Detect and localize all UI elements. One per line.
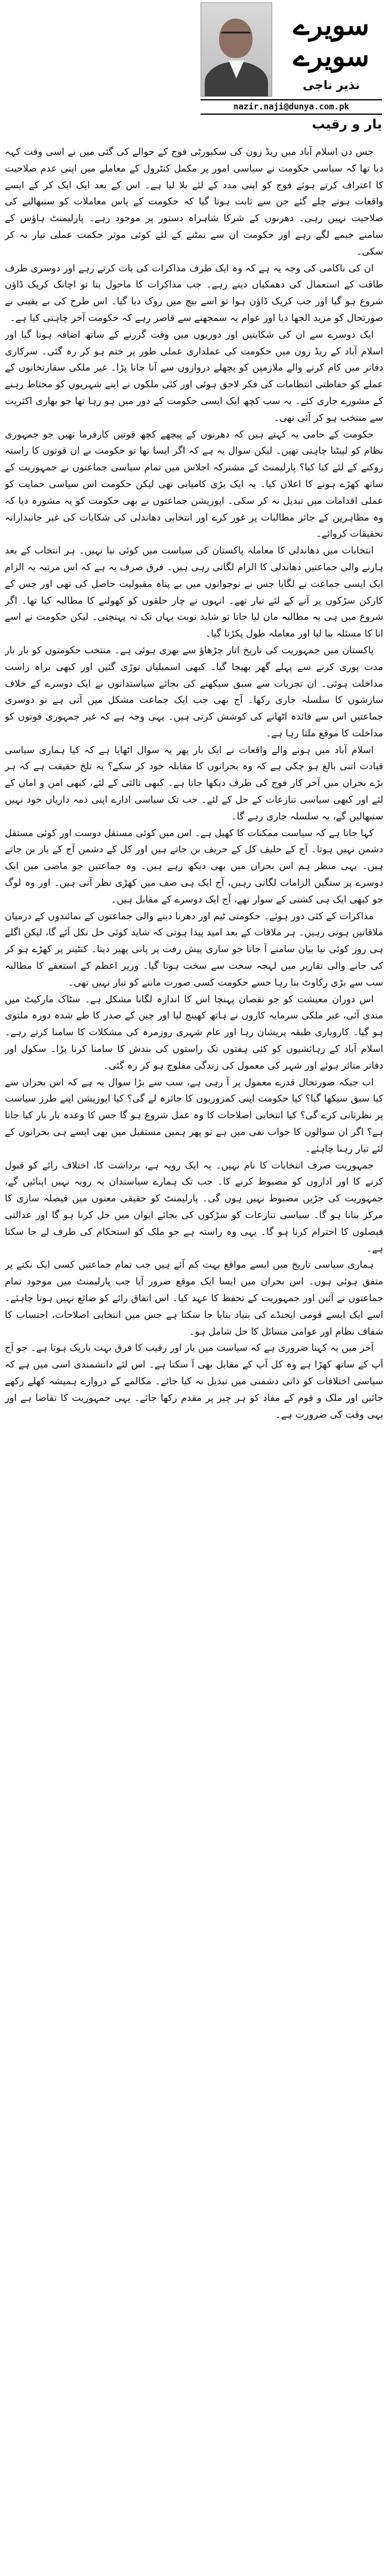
article-paragraph: ایک دوسرے سے ان کی شکایتیں اور دوریوں میں وقت گزرنے کے ساتھ اضافہ ہوتا گیا اور اسلام آباد کے ریڈ زون میں حکومت کی عملداری عملی طور پر ختم ہو کر رہ گئی۔ سرکاری دفاتر میں کام کرنے والے ملازمین کو پچھلے دروازوں سے آنا جانا پڑا۔ غیر ملکی سفارتخانوں کے عملے کو حفاظتی انتظامات کی فکر لاحق ہوئی اور کئی ملکوں نے اپنے شہریوں کو محتاط رہنے کے مشورے جاری کئے۔ یہ سب کچھ ایک ایسی حکومت کے دور میں ہو رہا تھا جو بھاری اکثریت سے منتخب ہو کر آئی تھی۔ [5, 328, 383, 423]
column-header [0, 0, 388, 132]
article-paragraph: مذاکرات کے کئی دور ہوئے۔ حکومتی ٹیم اور دھرنا دینے والی جماعتوں کے نمائندوں کے درمیان ملاقاتیں ہوتی رہیں۔ ہر ملاقات کے بعد امید پیدا ہوتی کہ شاید کوئی حل نکل آئے گا، لیکن اگلے ہی روز کوئی نیا بیان سامنے آ جاتا جو ساری پیش رفت پر پانی پھیر دیتا۔ کنٹینر پر کھڑے ہو کر کی جانے والی تقاریر میں لہجہ سخت سے سخت ہوتا گیا۔ وزیر اعظم کے استعفے کا مطالبہ سب سے بڑی رکاوٹ بنا رہا جسے حکومت کسی صورت ماننے کو تیار نہیں تھی۔ [5, 910, 383, 988]
article-paragraph: اسلام آباد میں ہونے والے واقعات نے ایک بار پھر یہ سوال اٹھایا ہے کہ کیا ہماری سیاسی قیادت اتنی بالغ ہو چکی ہے کہ وہ بحرانوں کا مقابلہ خود کر سکے؟ یہ تلخ حقیقت ہے کہ ہر بڑے بحران میں آخر کار فوج کی طرف دیکھا جاتا ہے۔ کبھی ثالثی کے لئے، کبھی امن و امان کے لئے اور کبھی سیاسی تنازعات کے حل کے لئے۔ جب تک سیاسی ادارے اپنی ذمہ داریاں خود نہیں سنبھالیں گے، یہ سلسلہ جاری رہے گا۔ [5, 744, 383, 822]
article-paragraph: کہا جاتا ہے کہ سیاست ممکنات کا کھیل ہے۔ اس میں کوئی مستقل دوست اور کوئی مستقل دشمن نہیں ہوتا۔ آج کے حلیف کل کے حریف بن جاتے ہیں اور کل کے دشمن آج کے یار بن جاتے ہیں۔ یہی منظر ہم اس بحران میں بھی دیکھ رہے ہیں۔ وہ جماعتیں جو ماضی میں ایک دوسرے پر سنگین الزامات لگاتی رہیں، آج ایک ہی صف میں کھڑی نظر آتی ہیں۔ اور وہ لوگ جو کبھی ایک ہی کشتی کے سوار تھے، آج ایک دوسرے کے مقابل ہیں۔ [5, 827, 383, 905]
article-paragraph: حکومت کے حامی یہ کہتے ہیں کہ دھرنوں کے پیچھے کچھ قوتیں کارفرما تھیں جو جمہوری نظام کو لپیٹنا چاہتی تھیں۔ لیکن سوال یہ ہے کہ اگر ایسا تھا تو حکومت نے ان قوتوں کا راستہ روکنے کے لئے کیا کیا؟ پارلیمنٹ کے مشترکہ اجلاس میں تمام سیاسی جماعتوں نے جمہوریت کے ساتھ کھڑے ہونے کا اعلان کیا۔ یہ ایک بڑی کامیابی تھی لیکن حکومت اس سیاسی حمایت کو عملی اقدامات میں تبدیل نہ کر سکی۔ اپوزیشن جماعتوں نے بھی حکومت کو یہ مشورہ دیا کہ وہ مظاہرین کے جائز مطالبات پر غور کرے اور انتخابی دھاندلی کی شکایات کی غیر جانبدارانہ تحقیقات کروائے۔ [5, 428, 383, 540]
column-title: یار و رقیب [312, 117, 382, 132]
article-paragraph: ان کی ناکامی کی وجہ یہ ہے کہ وہ ایک طرف مذاکرات کی بات کرتے رہے اور دوسری طرف طاقت کے استعمال کی دھمکیاں دیتے رہے۔ جب مذاکرات کا ماحول بنا تو اچانک کریک ڈاؤن شروع ہو گیا اور جب کریک ڈاؤن ہوا تو اسے بیچ میں روک دیا گیا۔ اس طرح کی بے یقینی نے صورتحال کو مزید الجھا دیا اور عوام یہ سمجھنے سے قاصر رہے کہ حکومت آخر چاہتی کیا ہے۔ [5, 262, 383, 323]
article-paragraph: انتخابات میں دھاندلی کا معاملہ پاکستان کی سیاست میں کوئی نیا نہیں۔ ہر انتخاب کے بعد ہارنے والی جماعتیں دھاندلی کا الزام لگاتی رہی ہیں۔ فرق صرف یہ ہے کہ اس مرتبہ یہ الزام ایک ایسی جماعت نے لگایا جس نے نوجوانوں میں بے پناہ مقبولیت حاصل کی تھی اور جس کے کارکن سڑکوں پر آنے کے لئے تیار تھے۔ انہوں نے چار حلقوں کو کھولنے کا مطالبہ کیا تھا۔ اگر شروع میں ہی یہ مطالبہ مان لیا جاتا تو شاید نوبت یہاں تک نہ پہنچتی۔ لیکن حکومت نے اسے انا کا مسئلہ بنا لیا اور معاملہ طول پکڑتا گیا۔ [5, 544, 383, 640]
author-photo [201, 2, 272, 97]
article-paragraph: جمہوریت صرف انتخابات کا نام نہیں۔ یہ ایک رویہ ہے، برداشت کا، اختلاف رائے کو قبول کرنے کا اور اداروں کو مضبوط کرنے کا۔ جب تک ہمارے سیاستدان یہ رویہ نہیں اپنائیں گے، جمہوریت کی جڑیں مضبوط نہیں ہوں گی۔ پارلیمنٹ کو حقیقی معنوں میں فیصلہ سازی کا مرکز بنانا ہو گا۔ سیاسی تنازعات کو سڑکوں کی بجائے ایوان میں حل کرنا ہو گا اور عدالتی فیصلوں کا احترام کرنا ہو گا۔ یہی وہ راستہ ہے جو ملک کو استحکام کی طرف لے جا سکتا ہے۔ [5, 1159, 383, 1254]
author-email[interactable]: nazir.naji@dunya.com.pk [201, 99, 382, 115]
article-body [5, 143, 383, 2570]
author-name: نذیر ناجی [303, 78, 360, 92]
article-paragraph: پاکستان میں جمہوریت کی تاریخ اتار چڑھاؤ سے بھری ہوئی ہے۔ منتخب حکومتوں کو بار بار مدت پوری کرنے سے پہلے گھر بھیجا گیا۔ کبھی اسمبلیاں توڑی گئیں اور کبھی براہ راست مداخلت ہوئی۔ ان تجربات سے سبق سیکھنے کی بجائے سیاستدانوں نے ایک دوسرے کے خلاف سازشوں کا سلسلہ جاری رکھا۔ آج بھی جب ایک جماعت مشکل میں آتی ہے تو دوسری جماعتیں اس سے فائدہ اٹھانے کی کوشش کرتی ہیں۔ یہی وجہ ہے کہ غیر جمہوری قوتوں کو مداخلت کا موقع ملتا رہا ہے۔ [5, 644, 383, 739]
article-paragraph: ہماری سیاسی تاریخ میں ایسے مواقع بہت کم آئے ہیں جب تمام جماعتیں کسی ایک نکتے پر متفق ہوئی ہوں۔ اس بحران میں ایسا ایک موقع ضرور آیا جب پارلیمنٹ میں موجود تمام جماعتوں نے آئین اور جمہوریت کے تحفظ کا عہد کیا۔ اس اتفاق رائے کو ضائع نہیں ہونا چاہئے۔ اسے ایک ایسے قومی ایجنڈے کی بنیاد بنایا جا سکتا ہے جس میں انتخابی اصلاحات، احتساب کا شفاف نظام اور عوامی مسائل کا حل شامل ہو۔ [5, 1259, 383, 1337]
article-paragraph: اس دوران معیشت کو جو نقصان پہنچا اس کا اندازہ لگانا مشکل ہے۔ سٹاک مارکیٹ میں مندی آئی، غیر ملکی سرمایہ کاروں نے ہاتھ کھینچ لیا اور چین کے صدر کا طے شدہ دورہ ملتوی ہو گیا۔ کاروباری طبقہ پریشان رہا اور عام شہری روزمرہ کی مشکلات کا سامنا کرتے رہے۔ اسلام آباد کے رہائشیوں کو کئی ہفتوں تک راستوں کی بندش کا سامنا کرنا پڑا۔ سکول اور دفاتر متاثر ہوئے اور شہر کی معمول کی زندگی مفلوج ہو کر رہ گئی۔ [5, 993, 383, 1071]
column-logo: سویرے سویرے [293, 9, 369, 72]
article-paragraph: آخر میں یہ کہنا ضروری ہے کہ سیاست میں یار اور رقیب کا فرق بہت باریک ہوتا ہے۔ جو آج آپ کے ساتھ کھڑا ہے وہ کل آپ کے مقابل بھی آ سکتا ہے۔ اس لئے دانشمندی اسی میں ہے کہ سیاسی اختلافات کو ذاتی دشمنی میں تبدیل نہ کیا جائے۔ مکالمے کے دروازے ہمیشہ کھلے رکھے جائیں اور ملک و قوم کے مفاد کو ہر چیز پر مقدم رکھا جائے۔ یہی جمہوریت کا تقاضا ہے اور یہی وقت کی ضرورت ہے۔ [5, 1342, 383, 1420]
article-paragraph: اب جبکہ صورتحال قدرے معمول پر آ رہی ہے، سب سے بڑا سوال یہ ہے کہ اس بحران سے کیا سبق سیکھا گیا؟ کیا حکومت اپنی کمزوریوں کا جائزہ لے گی؟ کیا اپوزیشن اپنے طرز سیاست پر نظرثانی کرے گی؟ کیا انتخابی اصلاحات کا وہ عمل شروع ہو گا جس کا وعدہ بار بار کیا جاتا ہے؟ اگر ان سوالوں کا جواب نفی میں ہے تو پھر ہمیں مستقبل میں بھی ایسے ہی بحرانوں کے لئے تیار رہنا چاہئے۔ [5, 1076, 383, 1154]
article-paragraph: جس دن اسلام آباد میں ریڈ زون کی سکیورٹی فوج کے حوالے کی گئی میں نے اسی وقت کہہ دیا تھا کہ سیاسی حکومت نے سیاسی امور پر مکمل کنٹرول کے معاملے میں اپنی عدم صلاحیت کا اعتراف کرتے ہوئے فوج کو اپنی مدد کے لئے بلا لیا ہے۔ اس کے بعد ایک ایک کر کے ایسے واقعات ہوتے چلے گئے جن سے ثابت ہوتا گیا کہ حکومت کے پاس معاملات کو سنبھالنے کی صلاحیت نہیں رہی۔ دھرنوں کے شرکا شاہراہ دستور پر موجود رہے۔ پارلیمنٹ ہاؤس کے سامنے خیمے لگے رہے اور حکومت ان سے نمٹنے کے لئے کوئی موثر حکمت عملی تیار نہ کر سکی۔ [5, 146, 383, 257]
